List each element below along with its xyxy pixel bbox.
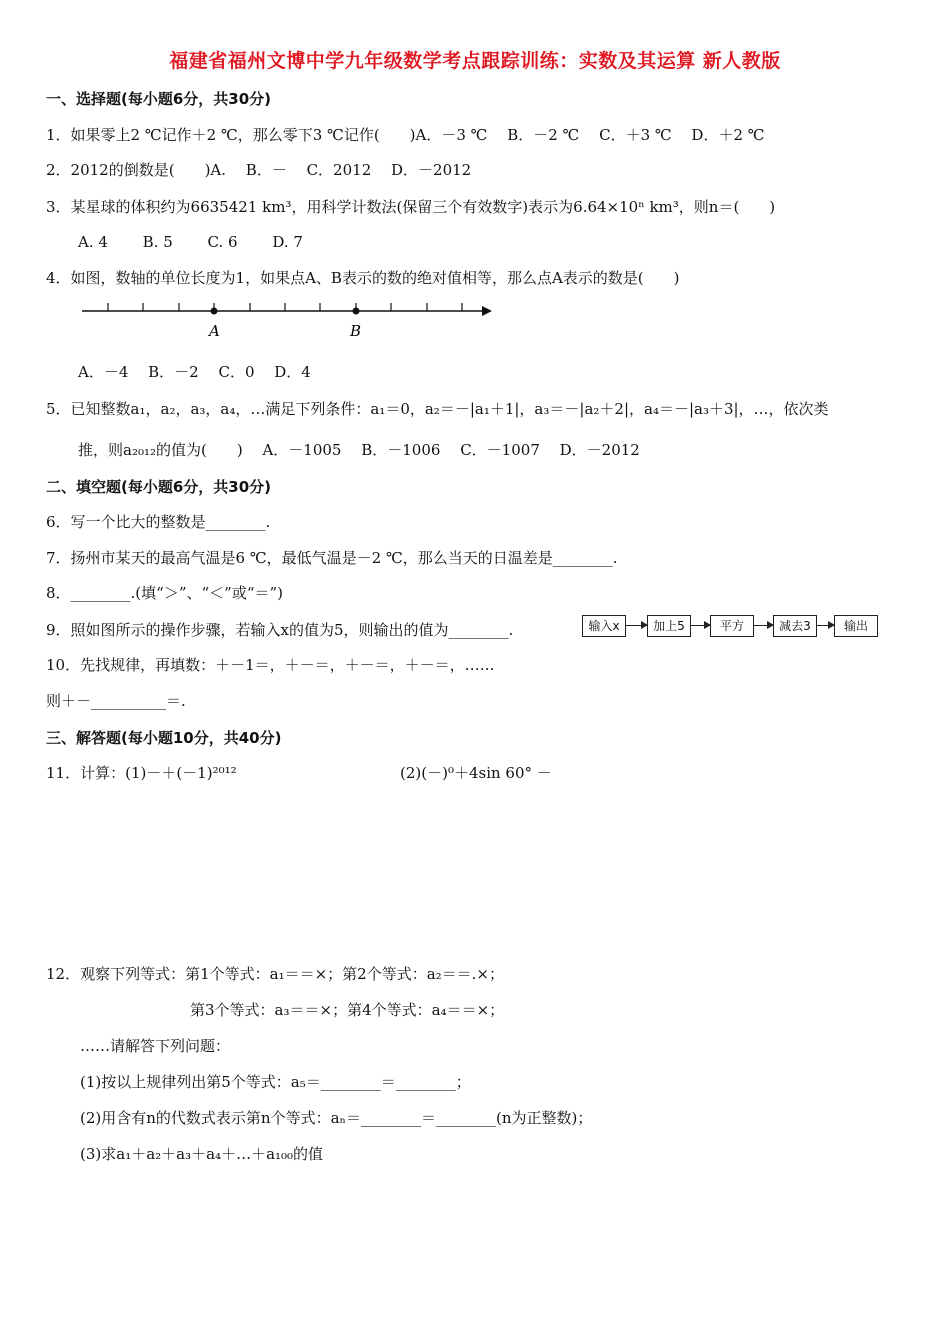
flow-step-output: 输出 bbox=[834, 615, 878, 637]
section-heading-choice: 一、选择题(每小题6分，共30分) bbox=[46, 90, 272, 108]
section-heading-solve: 三、解答题(每小题10分，共40分) bbox=[46, 729, 282, 747]
question-12-prompt: ……请解答下列问题： bbox=[80, 1037, 231, 1055]
page-title: 福建省福州文博中学九年级数学考点跟踪训练：实数及其运算 新人教版 bbox=[169, 50, 781, 72]
number-line-arrow bbox=[482, 306, 492, 316]
question-12-line2: 第3个等式：a₃＝＝×；第4个等式：a₄＝＝×； bbox=[190, 1001, 505, 1019]
section-heading-fill: 二、填空题(每小题6分，共30分) bbox=[46, 478, 272, 496]
question-3-options: A. 4 B. 5 C. 6 D. 7 bbox=[78, 233, 303, 251]
question-12-part1: (1)按以上规律列出第5个等式：a₅＝________＝________； bbox=[80, 1073, 471, 1091]
point-b bbox=[353, 308, 360, 315]
question-10-line1: 10．先找规律，再填数：＋－1＝，＋－＝，＋－＝，＋－＝，…… bbox=[46, 656, 495, 674]
question-8: 8．________.(填“＞”、“＜”或“＝”) bbox=[46, 584, 284, 602]
question-9: 9．照如图所示的操作步骤，若输入x的值为5，则输出的值为________. bbox=[46, 621, 514, 639]
question-7: 7．扬州市某天的最高气温是6 ℃，最低气温是－2 ℃，那么当天的日温差是________. bbox=[46, 549, 618, 567]
point-a-label: A bbox=[209, 322, 220, 340]
question-10-line2: 则＋－__________＝. bbox=[46, 692, 186, 710]
question-2: 2．2012的倒数是( )A. B．－ C．2012 D．－2012 bbox=[46, 161, 472, 179]
question-12-part3: (3)求a₁＋a₂＋a₃＋a₄＋…＋a₁₀₀的值 bbox=[80, 1145, 324, 1163]
point-a bbox=[211, 308, 218, 315]
number-line-figure bbox=[80, 296, 500, 342]
flow-step-square: 平方 bbox=[710, 615, 754, 637]
flow-arrow-2 bbox=[690, 625, 710, 626]
point-b-label: B bbox=[350, 322, 362, 340]
number-line-ticks bbox=[108, 303, 462, 311]
operation-flowchart bbox=[578, 615, 880, 637]
question-11-part1: 11．计算：(1)－＋(－1)²⁰¹² bbox=[46, 764, 237, 782]
question-12-part2: (2)用含有n的代数式表示第n个等式：aₙ＝________＝________(n为正整数)； bbox=[80, 1109, 593, 1127]
flow-arrow-4 bbox=[816, 625, 834, 626]
question-12-line1: 12．观察下列等式：第1个等式：a₁＝＝×；第2个等式：a₂＝＝.×； bbox=[46, 965, 504, 983]
question-1: 1．如果零上2 ℃记作＋2 ℃，那么零下3 ℃记作( )A．－3 ℃ B．－2 ℃ C．＋3 ℃ D．＋2 ℃ bbox=[46, 126, 765, 144]
flow-arrow-1 bbox=[625, 625, 647, 626]
question-5-line2: 推，则a₂₀₁₂的值为( ) A．－1005 B．－1006 C．－1007 D．－2012 bbox=[78, 441, 640, 459]
question-4: 4．如图，数轴的单位长度为1，如果点A、B表示的数的绝对值相等，那么点A表示的数是( ) bbox=[46, 269, 680, 287]
flow-step-input: 输入x bbox=[582, 615, 626, 637]
question-5-line1: 5．已知整数a₁，a₂，a₃，a₄，…满足下列条件：a₁＝0，a₂＝－|a₁＋1|，a₃＝－|a₂＋2|，a₄＝－|a₃＋3|，…，依次类 bbox=[46, 400, 829, 418]
flow-arrow-3 bbox=[753, 625, 773, 626]
question-3: 3．某星球的体积约为6635421 km³，用科学计数法(保留三个有效数字)表示为6.64×10ⁿ km³，则n＝( ) bbox=[46, 198, 776, 216]
question-4-options: A．－4 B．－2 C．0 D．4 bbox=[78, 363, 311, 381]
flow-step-subtract3: 减去3 bbox=[773, 615, 817, 637]
question-11-part2: (2)(－)⁰＋4sin 60° － bbox=[400, 764, 552, 782]
flow-step-add5: 加上5 bbox=[647, 615, 691, 637]
question-6: 6．写一个比大的整数是________. bbox=[46, 513, 271, 531]
